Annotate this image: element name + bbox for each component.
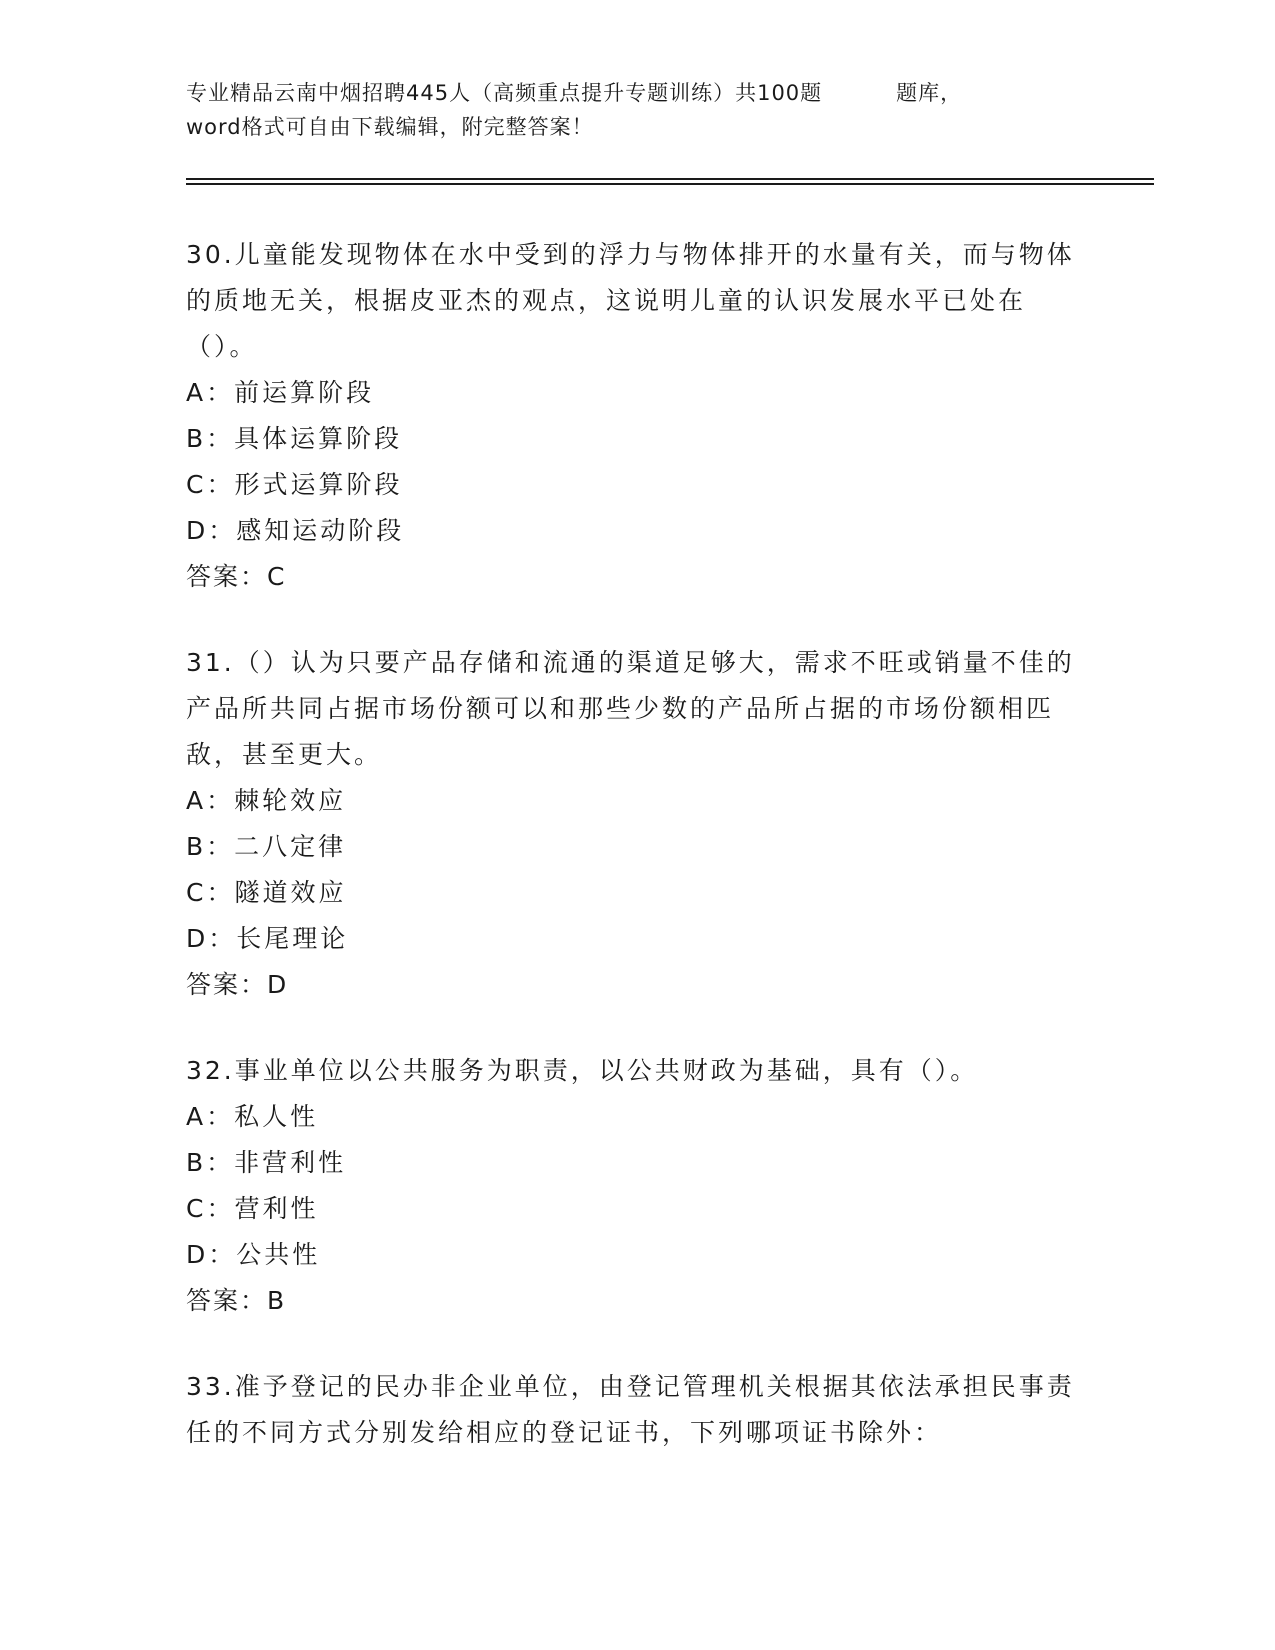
question-text: 32.事业单位以公共服务为职责，以公共财政为基础，具有（）。: [186, 1056, 979, 1085]
question-text: 33.准予登记的民办非企业单位，由登记管理机关根据其依法承担民事责任的不同方式分别发给相应的登记证书，下列哪项证书除外：: [186, 1372, 1075, 1447]
option-a: A：棘轮效应: [186, 786, 347, 815]
header-line-2: word格式可自由下载编辑，附完整答案！: [186, 115, 594, 139]
question-32: [186, 1048, 1086, 1324]
option-a: A：前运算阶段: [186, 378, 375, 407]
answer-text: 答案：B: [186, 1286, 287, 1315]
question-text: 31.（）认为只要产品存储和流通的渠道足够大，需求不旺或销量不佳的产品所共同占据市场份额可以和那些少数的产品所占据的市场份额相匹敌，甚至更大。: [186, 648, 1075, 769]
option-b: B：二八定律: [186, 832, 347, 861]
header-title-suffix: 题库，: [896, 81, 963, 105]
option-b: B：非营利性: [186, 1148, 347, 1177]
option-b: B：具体运算阶段: [186, 424, 403, 453]
page-header: [186, 76, 1126, 144]
question-31: [186, 640, 1086, 1008]
option-c: C：形式运算阶段: [186, 470, 403, 499]
option-c: C：隧道效应: [186, 878, 347, 907]
option-d: D：公共性: [186, 1240, 321, 1269]
option-d: D：感知运动阶段: [186, 516, 405, 545]
header-divider-bottom: [186, 183, 1154, 185]
answer-text: 答案：D: [186, 970, 289, 999]
option-d: D：长尾理论: [186, 924, 349, 953]
question-list: [186, 232, 1086, 1496]
header-title: 专业精品云南中烟招聘445人（高频重点提升专题训练）共100题: [186, 81, 823, 105]
option-a: A：私人性: [186, 1102, 319, 1131]
question-33: [186, 1364, 1086, 1456]
question-text: 30.儿童能发现物体在水中受到的浮力与物体排开的水量有关，而与物体的质地无关，根据皮亚杰的观点，这说明儿童的认识发展水平已处在（）。: [186, 240, 1075, 361]
header-line-1: [186, 76, 1126, 110]
header-divider-top: [186, 178, 1154, 180]
answer-text: 答案：C: [186, 562, 287, 591]
option-c: C：营利性: [186, 1194, 319, 1223]
question-30: [186, 232, 1086, 600]
